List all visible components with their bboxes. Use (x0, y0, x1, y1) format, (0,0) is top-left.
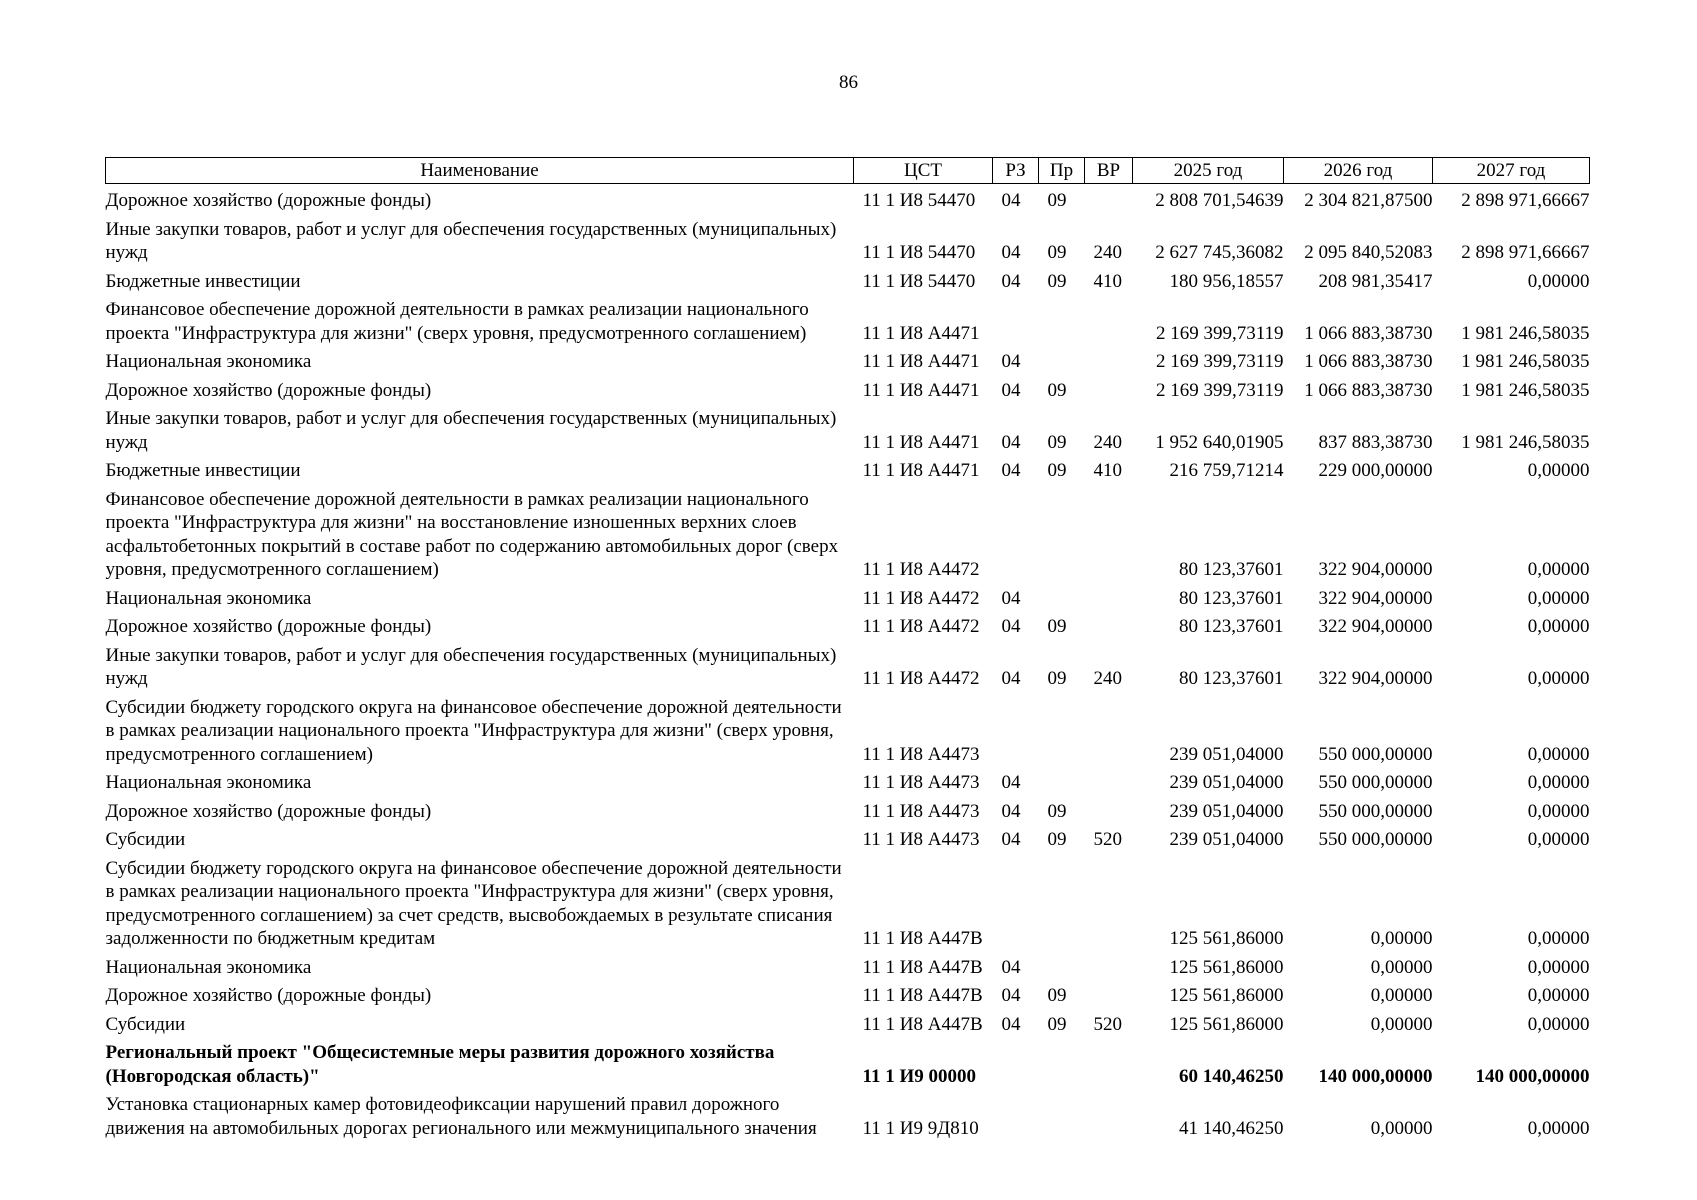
row-cst: 11 1 И8 А4473 (862, 800, 980, 822)
table-row (106, 610, 1590, 639)
row-rz: 04 (1001, 1013, 1021, 1035)
row-name: Национальная экономика (105, 956, 312, 978)
table-row (106, 691, 1590, 767)
row-name: Бюджетные инвестиции (105, 460, 301, 481)
row-vr (1085, 795, 1133, 824)
row-name: Дорожное хозяйство (дорожные фонды) (105, 985, 432, 1006)
row-2025: 2 169 399,73119 (1155, 379, 1284, 401)
row-2026: 140 000,00000 (1318, 1065, 1433, 1087)
row-2027: 1 981 246,58035 (1461, 431, 1590, 453)
row-2027: 0,00000 (1527, 1013, 1590, 1035)
row-vr (1085, 582, 1133, 611)
row-pr (1039, 483, 1085, 582)
row-2025: 216 759,71214 (1169, 460, 1284, 481)
row-cst: 11 1 И8 А4472 (862, 616, 980, 637)
row-2026: 550 000,00000 (1318, 829, 1433, 850)
row-2027: 0,00000 (1527, 587, 1590, 609)
table-row (106, 1088, 1590, 1140)
table-row (106, 483, 1590, 582)
table-row (106, 1036, 1590, 1088)
row-cst: 11 1 И8 А447В (862, 1013, 983, 1035)
row-2025: 80 123,37601 (1179, 559, 1284, 580)
table-row (106, 454, 1590, 483)
table-row (106, 184, 1590, 213)
row-pr (1039, 293, 1085, 345)
row-2027: 1 981 246,58035 (1461, 351, 1590, 372)
row-vr: 520 (1093, 1013, 1122, 1035)
row-name: Национальная экономика (105, 587, 312, 609)
row-rz: 04 (1001, 956, 1021, 978)
row-cst: 11 1 И8 54470 (862, 242, 976, 263)
row-2027: 0,00000 (1527, 1117, 1590, 1139)
budget-table (105, 157, 1590, 1140)
table-body (106, 184, 1590, 1141)
row-cst: 11 1 И8 А447В (862, 956, 983, 978)
header-pr: Пр (1039, 158, 1085, 184)
row-2025: 2 169 399,73119 (1155, 322, 1284, 344)
row-vr: 410 (1093, 270, 1122, 292)
table-row (106, 265, 1590, 294)
table-row (106, 213, 1590, 265)
row-2025: 2 808 701,54639 (1155, 190, 1284, 211)
row-2025: 60 140,46250 (1179, 1065, 1284, 1087)
row-vr: 410 (1093, 460, 1122, 481)
row-2027: 0,00000 (1527, 668, 1590, 689)
row-rz (993, 1036, 1039, 1088)
row-name: Финансовое обеспечение дорожной деятельности в рамках реализации национального проекта "Инфраструктура для жизни" на восстановление изношенных верхних слоев асфальтобетонных покрытий в составе работ по содержанию автомобильных дорог (сверх уровня, предусмотренного соглашением) (105, 488, 839, 580)
table-row (106, 795, 1590, 824)
row-2025: 239 051,04000 (1169, 772, 1284, 793)
row-cst: 11 1 И8 54470 (862, 190, 976, 211)
table-row (106, 1008, 1590, 1037)
row-2027: 0,00000 (1527, 772, 1590, 793)
row-pr (1039, 691, 1085, 767)
row-cst: 11 1 И8 А4472 (862, 668, 980, 689)
row-2027: 140 000,00000 (1475, 1065, 1590, 1087)
row-rz: 04 (1001, 800, 1021, 822)
row-2027: 0,00000 (1527, 460, 1590, 481)
row-vr (1085, 1036, 1133, 1088)
row-2026: 0,00000 (1370, 1117, 1433, 1139)
row-2025: 125 561,86000 (1169, 928, 1284, 949)
row-2027: 0,00000 (1527, 928, 1590, 949)
row-2025: 80 123,37601 (1179, 616, 1284, 637)
row-2026: 0,00000 (1370, 928, 1433, 949)
row-pr (1039, 852, 1085, 951)
row-2025: 180 956,18557 (1169, 270, 1284, 292)
row-2027: 0,00000 (1527, 270, 1590, 292)
row-name: Субсидии (105, 829, 186, 850)
row-cst: 11 1 И8 А447В (862, 928, 983, 949)
row-2026: 2 095 840,52083 (1304, 242, 1433, 263)
row-2026: 2 304 821,87500 (1304, 190, 1433, 211)
header-cst: ЦСТ (854, 158, 993, 184)
row-2026: 0,00000 (1370, 1013, 1433, 1035)
row-name: Субсидии (105, 1013, 186, 1035)
row-rz: 04 (1001, 985, 1021, 1006)
row-pr: 09 (1047, 190, 1067, 211)
row-cst: 11 1 И9 9Д810 (862, 1117, 979, 1139)
row-vr (1085, 345, 1133, 374)
row-2025: 125 561,86000 (1169, 985, 1284, 1006)
row-vr (1085, 979, 1133, 1008)
row-name: Иные закупки товаров, работ и услуг для обеспечения государственных (муниципальных) нужд (105, 408, 837, 453)
table-row (106, 951, 1590, 980)
row-2027: 0,00000 (1527, 800, 1590, 822)
row-pr: 09 (1047, 431, 1067, 453)
row-pr: 09 (1047, 460, 1067, 481)
row-cst: 11 1 И8 А4473 (862, 772, 980, 793)
row-2025: 80 123,37601 (1179, 668, 1284, 689)
row-rz (993, 852, 1039, 951)
row-name: Дорожное хозяйство (дорожные фонды) (105, 379, 432, 401)
row-name: Дорожное хозяйство (дорожные фонды) (105, 616, 432, 637)
row-cst: 11 1 И8 54470 (862, 270, 976, 292)
row-rz: 04 (1001, 190, 1021, 211)
row-pr (1039, 1088, 1085, 1140)
row-vr: 240 (1093, 668, 1122, 689)
row-vr (1085, 691, 1133, 767)
table-row (106, 852, 1590, 951)
row-cst: 11 1 И8 А4472 (862, 587, 980, 609)
row-name: Субсидии бюджету городского округа на финансовое обеспечение дорожной деятельности в рамках реализации национального проекта "Инфраструктура для жизни" (сверх уровня, предусмотренного соглашением) (105, 696, 842, 765)
row-vr (1085, 184, 1133, 213)
row-2025: 1 952 640,01905 (1155, 431, 1284, 453)
row-cst: 11 1 И8 А4473 (862, 743, 980, 765)
row-vr (1085, 852, 1133, 951)
row-pr (1039, 951, 1085, 980)
row-2026: 322 904,00000 (1318, 587, 1433, 609)
row-cst: 11 1 И9 00000 (862, 1065, 976, 1087)
row-name: Национальная экономика (105, 772, 312, 793)
row-rz: 04 (1001, 379, 1021, 401)
header-2027: 2027 год (1433, 158, 1590, 184)
row-cst: 11 1 И8 А447В (862, 985, 983, 1006)
row-2027: 1 981 246,58035 (1461, 322, 1590, 344)
row-2025: 80 123,37601 (1179, 587, 1284, 609)
row-2027: 0,00000 (1527, 956, 1590, 978)
row-2025: 125 561,86000 (1169, 1013, 1284, 1035)
row-rz: 04 (1001, 772, 1021, 793)
row-2026: 1 066 883,38730 (1304, 322, 1433, 344)
row-pr: 09 (1047, 379, 1067, 401)
table-row (106, 402, 1590, 454)
row-2026: 322 904,00000 (1318, 616, 1433, 637)
row-cst: 11 1 И8 А4472 (862, 559, 980, 580)
row-pr: 09 (1047, 668, 1067, 689)
row-vr (1085, 483, 1133, 582)
row-pr (1039, 1036, 1085, 1088)
row-cst: 11 1 И8 А4471 (862, 379, 980, 401)
row-2027: 2 898 971,66667 (1461, 242, 1590, 263)
row-2026: 0,00000 (1370, 956, 1433, 978)
row-2025: 239 051,04000 (1169, 829, 1284, 850)
row-pr: 09 (1047, 616, 1067, 637)
row-vr: 520 (1093, 829, 1122, 850)
table-row (106, 345, 1590, 374)
row-pr (1039, 345, 1085, 374)
row-rz: 04 (1001, 270, 1021, 292)
row-name: Субсидии бюджету городского округа на финансовое обеспечение дорожной деятельности в рамках реализации национального проекта "Инфраструктура для жизни" (сверх уровня, предусмотренного соглашением) за счет средств, высвобождаемых в результате списания задолженности по бюджетным кредитам (105, 857, 842, 949)
table-header-row (106, 158, 1590, 184)
row-2026: 1 066 883,38730 (1304, 379, 1433, 401)
row-2026: 229 000,00000 (1318, 460, 1433, 481)
row-rz: 04 (1001, 460, 1021, 481)
row-pr (1039, 766, 1085, 795)
row-rz: 04 (1001, 587, 1021, 609)
row-name: Дорожное хозяйство (дорожные фонды) (105, 800, 432, 822)
table-row (106, 374, 1590, 403)
row-rz: 04 (1001, 616, 1021, 637)
row-pr: 09 (1047, 242, 1067, 263)
table-row (106, 293, 1590, 345)
table-row (106, 766, 1590, 795)
row-2026: 1 066 883,38730 (1304, 351, 1433, 372)
row-vr (1085, 766, 1133, 795)
row-rz (993, 293, 1039, 345)
row-2026: 550 000,00000 (1318, 772, 1433, 793)
row-name: Региональный проект "Общесистемные меры развития дорожного хозяйства (Новгородская область)" (105, 1042, 775, 1087)
row-2026: 0,00000 (1370, 985, 1433, 1006)
header-2025: 2025 год (1133, 158, 1284, 184)
row-2025: 239 051,04000 (1169, 743, 1284, 765)
row-2027: 1 981 246,58035 (1461, 379, 1590, 401)
row-2027: 2 898 971,66667 (1461, 190, 1590, 211)
row-vr (1085, 951, 1133, 980)
row-pr: 09 (1047, 800, 1067, 822)
row-rz: 04 (1001, 829, 1021, 850)
row-2026: 837 883,38730 (1318, 431, 1433, 453)
row-cst: 11 1 И8 А4471 (862, 460, 980, 481)
row-pr (1039, 582, 1085, 611)
row-pr: 09 (1047, 270, 1067, 292)
row-name: Бюджетные инвестиции (105, 270, 301, 292)
page-number: 86 (839, 72, 858, 93)
row-rz (993, 691, 1039, 767)
row-cst: 11 1 И8 А4471 (862, 351, 980, 372)
row-vr (1085, 374, 1133, 403)
row-vr (1085, 1088, 1133, 1140)
row-2026: 208 981,35417 (1318, 270, 1433, 292)
table-row (106, 979, 1590, 1008)
header-2026: 2026 год (1284, 158, 1433, 184)
row-pr: 09 (1047, 1013, 1067, 1035)
table-row (106, 582, 1590, 611)
row-name: Национальная экономика (105, 351, 312, 372)
row-name: Установка стационарных камер фотовидеофиксации нарушений правил дорожного движения на автомобильных дорогах регионального или межмуниципального значения (105, 1094, 817, 1139)
row-cst: 11 1 И8 А4471 (862, 431, 980, 453)
row-2027: 0,00000 (1527, 616, 1590, 637)
header-vr: ВР (1085, 158, 1133, 184)
table-row (106, 639, 1590, 691)
row-rz: 04 (1001, 431, 1021, 453)
row-2025: 125 561,86000 (1169, 956, 1284, 978)
row-2027: 0,00000 (1527, 985, 1590, 1006)
row-2025: 2 169 399,73119 (1155, 351, 1284, 372)
row-rz: 04 (1001, 668, 1021, 689)
row-rz: 04 (1001, 351, 1021, 372)
row-2027: 0,00000 (1527, 829, 1590, 850)
row-name: Иные закупки товаров, работ и услуг для обеспечения государственных (муниципальных) нужд (105, 218, 837, 263)
row-2027: 0,00000 (1527, 559, 1590, 580)
row-2026: 322 904,00000 (1318, 559, 1433, 580)
row-cst: 11 1 И8 А4473 (862, 829, 980, 850)
row-name: Финансовое обеспечение дорожной деятельности в рамках реализации национального проекта "Инфраструктура для жизни" (сверх уровня, предусмотренного соглашением) (105, 299, 809, 344)
row-name: Дорожное хозяйство (дорожные фонды) (105, 190, 432, 211)
row-2025: 2 627 745,36082 (1155, 242, 1284, 263)
row-vr (1085, 293, 1133, 345)
header-name: Наименование (106, 158, 854, 184)
row-2025: 41 140,46250 (1179, 1117, 1284, 1139)
row-2025: 239 051,04000 (1169, 800, 1284, 822)
header-rz: РЗ (993, 158, 1039, 184)
row-2026: 322 904,00000 (1318, 668, 1433, 689)
row-pr: 09 (1047, 985, 1067, 1006)
row-rz (993, 1088, 1039, 1140)
row-2026: 550 000,00000 (1318, 743, 1433, 765)
row-rz: 04 (1001, 242, 1021, 263)
row-2026: 550 000,00000 (1318, 800, 1433, 822)
row-name: Иные закупки товаров, работ и услуг для обеспечения государственных (муниципальных) нужд (105, 644, 837, 689)
table-row (106, 823, 1590, 852)
row-vr: 240 (1093, 242, 1122, 263)
row-cst: 11 1 И8 А4471 (862, 322, 980, 344)
row-rz (993, 483, 1039, 582)
row-vr: 240 (1093, 431, 1122, 453)
row-2027: 0,00000 (1527, 743, 1590, 765)
row-pr: 09 (1047, 829, 1067, 850)
row-vr (1085, 610, 1133, 639)
